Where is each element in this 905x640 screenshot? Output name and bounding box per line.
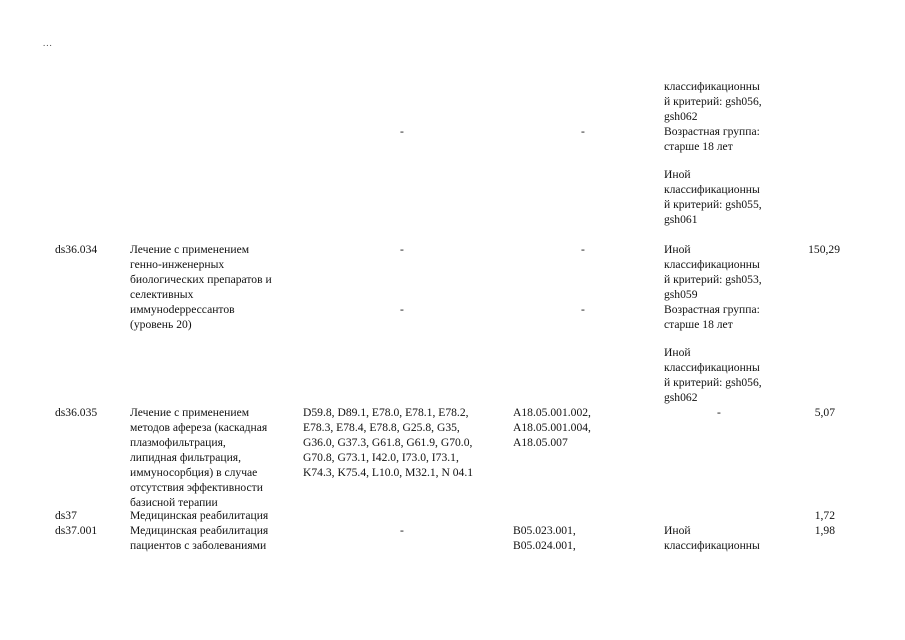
criteria-text: классификационны (664, 80, 760, 93)
empty-cell-dash: - (400, 243, 404, 256)
row-name: Лечение с применением (130, 406, 250, 419)
criteria-text: gsh062 (664, 391, 698, 404)
empty-cell-dash: - (717, 406, 721, 419)
criteria-text: классификационны (664, 183, 760, 196)
row-name: липидная фильтрация, (130, 451, 242, 464)
row-coefficient: 5,07 (814, 406, 835, 419)
row-name: отсутствия эффективности (130, 481, 263, 494)
empty-cell-dash: - (400, 125, 404, 138)
age-group-text: старше 18 лет (664, 318, 733, 331)
age-group-text: Возрастная группа: (664, 303, 760, 316)
criteria-text: классификационны (664, 539, 760, 552)
row-name: Медицинская реабилитация (130, 509, 269, 522)
diagnosis-codes: K74.3, K75.4, L10.0, M32.1, N 04.1 (303, 466, 474, 479)
diagnosis-codes: E78.3, E78.4, E78.8, G25.8, G35, (303, 421, 460, 434)
row-code: ds36.034 (55, 243, 98, 256)
diagnosis-codes: G36.0, G37.3, G61.8, G61.9, G70.0, (303, 436, 473, 449)
criteria-text: й критерий: gsh056, (664, 376, 762, 389)
row-name: Медицинская реабилитация (130, 524, 269, 537)
empty-cell-dash: - (581, 243, 585, 256)
criteria-text: Иной (664, 346, 691, 359)
row-name: иммуносорбция) в случае (130, 466, 258, 479)
empty-cell-dash: - (581, 303, 585, 316)
service-codes: B05.023.001, (513, 524, 576, 537)
empty-cell-dash: - (400, 303, 404, 316)
row-coefficient: 150,29 (808, 243, 840, 256)
service-codes: B05.024.001, (513, 539, 576, 552)
row-name: Лечение с применением (130, 243, 250, 256)
row-coefficient: 1,98 (814, 524, 835, 537)
row-name: селективных (130, 288, 194, 301)
diagnosis-codes: G70.8, G73.1, I42.0, I73.0, I73.1, (303, 451, 459, 464)
row-name: методов афереза (каскадная (130, 421, 268, 434)
criteria-text: й критерий: gsh055, (664, 198, 762, 211)
age-group-text: старше 18 лет (664, 140, 733, 153)
criteria-text: gsh059 (664, 288, 698, 301)
row-coefficient: 1,72 (814, 509, 835, 522)
service-codes: A18.05.007 (513, 436, 568, 449)
header-mark: ... (43, 38, 53, 48)
row-code: ds37.001 (55, 524, 98, 537)
empty-cell-dash: - (400, 524, 404, 537)
row-name: пациентов с заболеваниями (130, 539, 267, 552)
row-name: биологических препаратов и (130, 273, 272, 286)
row-name: иммуноdepрессантов (130, 303, 235, 316)
row-name: генно-инженерных (130, 258, 225, 271)
empty-cell-dash: - (581, 125, 585, 138)
criteria-text: gsh062 (664, 110, 698, 123)
criteria-text: й критерий: gsh056, (664, 95, 762, 108)
diagnosis-codes: D59.8, D89.1, E78.0, E78.1, E78.2, (303, 406, 469, 419)
row-code: ds37 (55, 509, 77, 522)
criteria-text: классификационны (664, 361, 760, 374)
criteria-text: й критерий: gsh053, (664, 273, 762, 286)
row-name: плазмофильтрация, (130, 436, 226, 449)
row-code: ds36.035 (55, 406, 98, 419)
service-codes: A18.05.001.002, (513, 406, 591, 419)
service-codes: A18.05.001.004, (513, 421, 591, 434)
row-name: базисной терапии (130, 496, 218, 509)
criteria-text: Иной (664, 243, 691, 256)
criteria-text: gsh061 (664, 213, 698, 226)
criteria-text: Иной (664, 168, 691, 181)
criteria-text: Иной (664, 524, 691, 537)
age-group-text: Возрастная группа: (664, 125, 760, 138)
criteria-text: классификационны (664, 258, 760, 271)
row-name: (уровень 20) (130, 318, 192, 331)
